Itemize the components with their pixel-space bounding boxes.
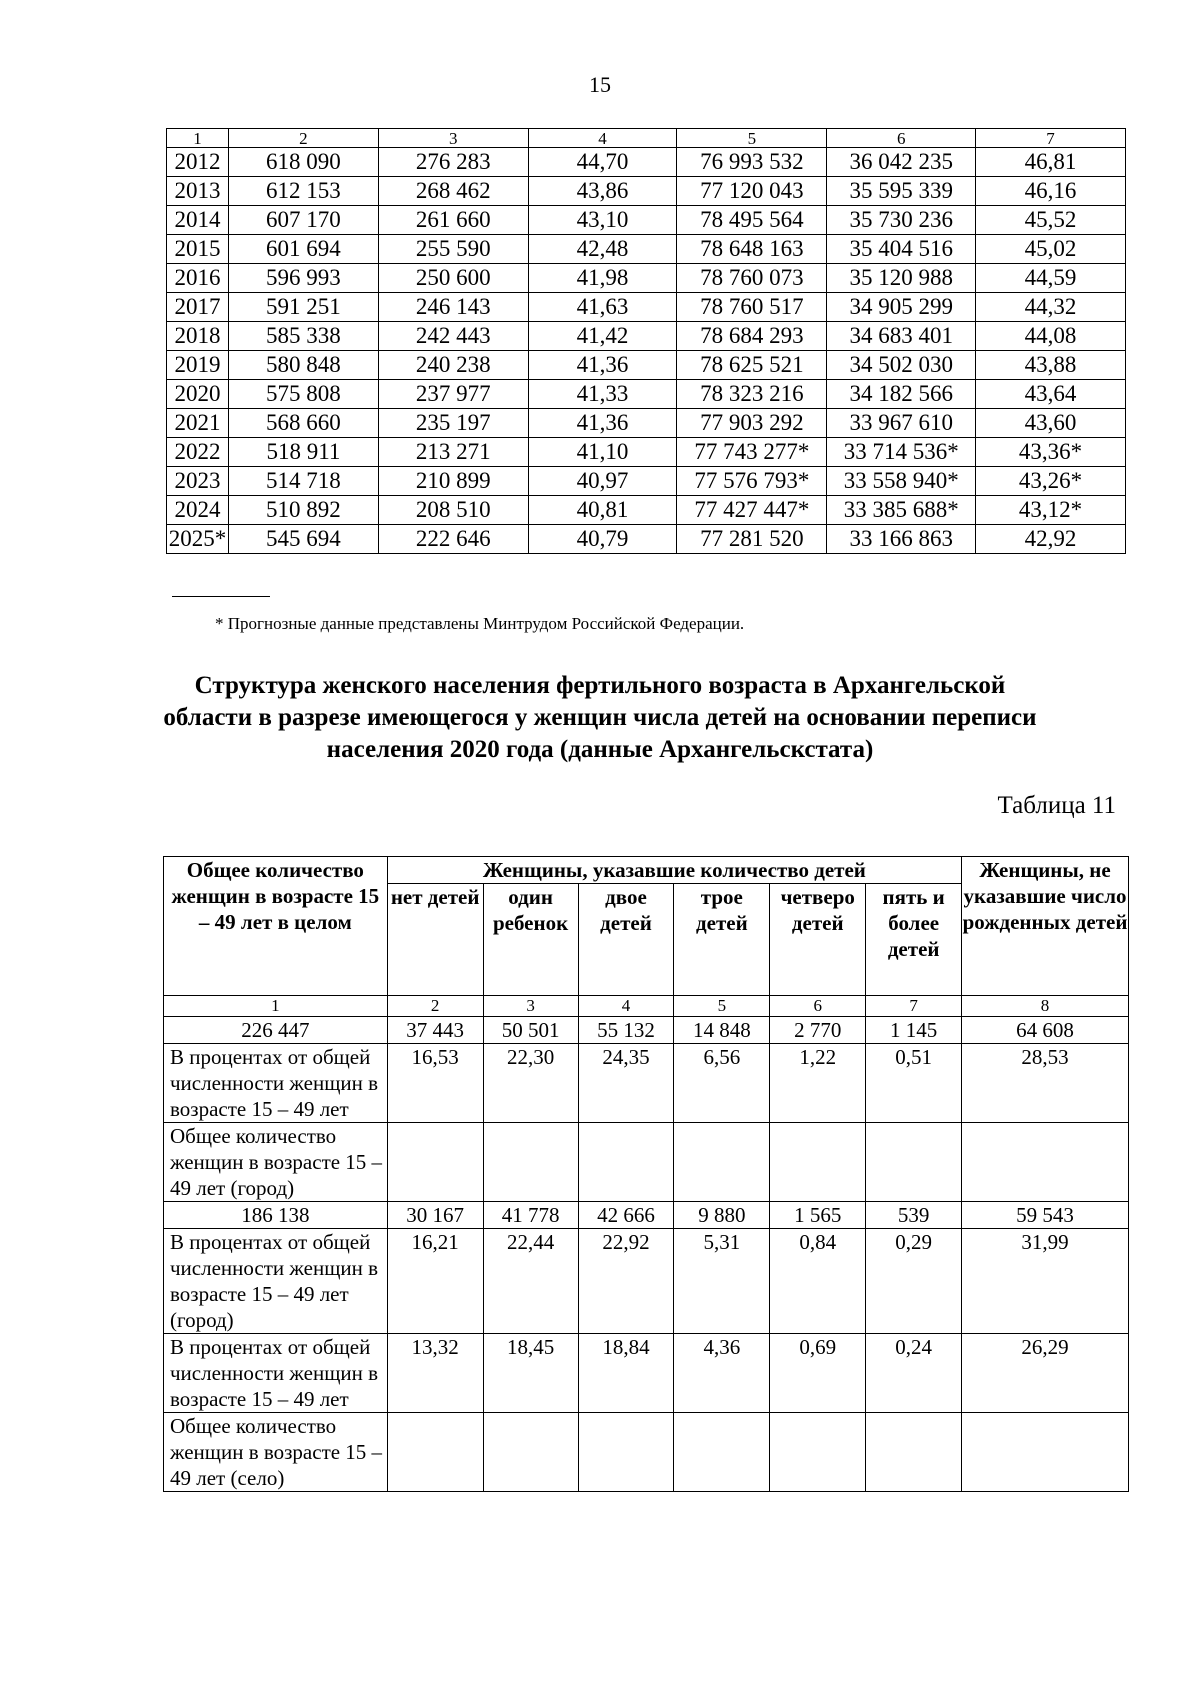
header-two-children: двое детей <box>578 884 674 996</box>
table-cell <box>483 1123 578 1202</box>
table-cell: 28,53 <box>962 1044 1129 1123</box>
table-cell: 40,97 <box>528 467 677 496</box>
table-cell: 580 848 <box>228 351 378 380</box>
table-cell: 43,36* <box>976 438 1126 467</box>
table-cell: 35 404 516 <box>827 235 976 264</box>
table-cell: 246 143 <box>378 293 528 322</box>
table-cell: 78 323 216 <box>677 380 827 409</box>
header-one-child: один ребенок <box>483 884 578 996</box>
table-cell: 208 510 <box>378 496 528 525</box>
column-number: 7 <box>976 129 1126 148</box>
table-cell: 78 648 163 <box>677 235 827 264</box>
table-row <box>167 177 1126 206</box>
section-heading: Структура женского населения фертильного возраста в Архангельской области в разрезе имеющегося у женщин числа детей на основании переписи населения 2020 года (данные Архангельскстата) <box>163 672 1037 763</box>
table-cell: 585 338 <box>228 322 378 351</box>
table-cell: 35 595 339 <box>827 177 976 206</box>
year-cell: 2023 <box>167 467 229 496</box>
header-three-children: трое детей <box>674 884 770 996</box>
table-cell: 41,42 <box>528 322 677 351</box>
table-cell: 601 694 <box>228 235 378 264</box>
table-row <box>167 206 1126 235</box>
table-cell: 77 903 292 <box>677 409 827 438</box>
table-cell: 76 993 532 <box>677 148 827 177</box>
table-cell: 41,63 <box>528 293 677 322</box>
year-cell: 2020 <box>167 380 229 409</box>
table-cell: 612 153 <box>228 177 378 206</box>
table-cell: 18,84 <box>578 1334 674 1413</box>
table-cell <box>962 1413 1129 1492</box>
table-cell: 34 182 566 <box>827 380 976 409</box>
header-not-specified: Женщины, не указавшие число рожденных детей <box>962 857 1129 996</box>
table-cell: 222 646 <box>378 525 528 554</box>
table-cell: 568 660 <box>228 409 378 438</box>
header-group: Женщины, указавшие количество детей <box>387 857 961 884</box>
row-label: Общее количество женщин в возрасте 15 – 49 лет (город) <box>164 1123 388 1202</box>
column-number: 1 <box>167 129 229 148</box>
table-cell <box>866 1413 962 1492</box>
table-row <box>167 293 1126 322</box>
table-cell: 43,64 <box>976 380 1126 409</box>
year-cell: 2014 <box>167 206 229 235</box>
table-cell: 1,22 <box>770 1044 866 1123</box>
table-cell: 0,24 <box>866 1334 962 1413</box>
table-cell: 16,53 <box>387 1044 483 1123</box>
table-cell: 0,51 <box>866 1044 962 1123</box>
table-cell: 596 993 <box>228 264 378 293</box>
table-cell: 44,59 <box>976 264 1126 293</box>
table-cell: 55 132 <box>578 1017 674 1044</box>
table-cell: 44,70 <box>528 148 677 177</box>
table-cell: 77 427 447* <box>677 496 827 525</box>
table-cell: 22,92 <box>578 1229 674 1334</box>
table-row <box>167 351 1126 380</box>
table-cell: 77 576 793* <box>677 467 827 496</box>
table-cell: 42 666 <box>578 1202 674 1229</box>
table-cell <box>962 1123 1129 1202</box>
table-cell: 242 443 <box>378 322 528 351</box>
year-cell: 2019 <box>167 351 229 380</box>
table-cell: 45,52 <box>976 206 1126 235</box>
table-cell: 235 197 <box>378 409 528 438</box>
table-cell: 36 042 235 <box>827 148 976 177</box>
table-cell: 41,98 <box>528 264 677 293</box>
row-label: В процентах от общей численности женщин в возрасте 15 – 49 лет (город) <box>164 1229 388 1334</box>
table-cell: 26,29 <box>962 1334 1129 1413</box>
year-cell: 2021 <box>167 409 229 438</box>
table-cell <box>866 1123 962 1202</box>
table-cell: 514 718 <box>228 467 378 496</box>
table-row <box>167 438 1126 467</box>
table-row <box>164 1229 1129 1334</box>
year-cell: 2015 <box>167 235 229 264</box>
table-cell: 77 743 277* <box>677 438 827 467</box>
table-cell: 261 660 <box>378 206 528 235</box>
year-cell: 2025* <box>167 525 229 554</box>
table-row <box>167 235 1126 264</box>
table-cell: 618 090 <box>228 148 378 177</box>
table-cell: 33 558 940* <box>827 467 976 496</box>
table-cell: 268 462 <box>378 177 528 206</box>
column-number: 7 <box>866 996 962 1017</box>
table-cell: 34 905 299 <box>827 293 976 322</box>
table-cell: 250 600 <box>378 264 528 293</box>
table-cell: 510 892 <box>228 496 378 525</box>
table-cell: 78 760 517 <box>677 293 827 322</box>
table-cell: 40,81 <box>528 496 677 525</box>
table-row <box>167 525 1126 554</box>
table-cell: 30 167 <box>387 1202 483 1229</box>
table-row <box>167 467 1126 496</box>
footnote-rule <box>172 596 270 597</box>
table-cell: 539 <box>866 1202 962 1229</box>
table-row <box>164 1017 1129 1044</box>
table-cell: 0,69 <box>770 1334 866 1413</box>
table-cell: 41,36 <box>528 409 677 438</box>
table-row <box>167 322 1126 351</box>
table-cell: 33 385 688* <box>827 496 976 525</box>
population-table <box>166 128 1126 554</box>
table-label: Таблица 11 <box>997 792 1116 819</box>
table-row <box>167 148 1126 177</box>
column-number: 6 <box>770 996 866 1017</box>
table-row <box>167 496 1126 525</box>
table-cell: 41,33 <box>528 380 677 409</box>
header-five-plus-children: пять и более детей <box>866 884 962 996</box>
table-cell: 35 120 988 <box>827 264 976 293</box>
column-number: 5 <box>674 996 770 1017</box>
table-cell: 4,36 <box>674 1334 770 1413</box>
table-cell: 276 283 <box>378 148 528 177</box>
table-row <box>164 1334 1129 1413</box>
table-cell: 41,36 <box>528 351 677 380</box>
table-cell: 22,30 <box>483 1044 578 1123</box>
table-row <box>167 409 1126 438</box>
table-cell: 518 911 <box>228 438 378 467</box>
header-no-children: нет детей <box>387 884 483 996</box>
year-cell: 2012 <box>167 148 229 177</box>
table-row <box>167 380 1126 409</box>
table-cell: 42,92 <box>976 525 1126 554</box>
table-cell: 43,60 <box>976 409 1126 438</box>
column-number-row <box>164 996 1129 1017</box>
table-cell: 78 684 293 <box>677 322 827 351</box>
year-cell: 2018 <box>167 322 229 351</box>
column-number-row <box>167 129 1126 148</box>
year-cell: 2022 <box>167 438 229 467</box>
table-cell: 45,02 <box>976 235 1126 264</box>
column-number: 1 <box>164 996 388 1017</box>
table-cell: 78 495 564 <box>677 206 827 235</box>
table-cell <box>483 1413 578 1492</box>
table-cell: 255 590 <box>378 235 528 264</box>
year-cell: 2016 <box>167 264 229 293</box>
table-cell: 77 120 043 <box>677 177 827 206</box>
table-row <box>164 1123 1129 1202</box>
column-number: 6 <box>827 129 976 148</box>
table-cell: 44,32 <box>976 293 1126 322</box>
row-label: Общее количество женщин в возрасте 15 – 49 лет (село) <box>164 1413 388 1492</box>
table-cell: 545 694 <box>228 525 378 554</box>
column-number: 5 <box>677 129 827 148</box>
table-cell: 13,32 <box>387 1334 483 1413</box>
table-cell: 46,81 <box>976 148 1126 177</box>
table-cell: 18,45 <box>483 1334 578 1413</box>
table-row <box>164 1413 1129 1492</box>
table-cell: 41 778 <box>483 1202 578 1229</box>
column-number: 3 <box>378 129 528 148</box>
table-cell: 44,08 <box>976 322 1126 351</box>
table-cell: 43,26* <box>976 467 1126 496</box>
table-cell: 0,84 <box>770 1229 866 1334</box>
table-cell: 2 770 <box>770 1017 866 1044</box>
column-number: 4 <box>578 996 674 1017</box>
table-cell: 78 625 521 <box>677 351 827 380</box>
table-cell: 46,16 <box>976 177 1126 206</box>
table-cell: 16,21 <box>387 1229 483 1334</box>
table-cell <box>387 1413 483 1492</box>
table-cell: 33 967 610 <box>827 409 976 438</box>
table-cell: 43,86 <box>528 177 677 206</box>
table-cell <box>674 1123 770 1202</box>
table-cell: 24,35 <box>578 1044 674 1123</box>
table-cell: 6,56 <box>674 1044 770 1123</box>
table-row <box>164 1202 1129 1229</box>
column-number: 4 <box>528 129 677 148</box>
table-cell: 50 501 <box>483 1017 578 1044</box>
fertility-structure-table <box>163 856 1129 1492</box>
table-cell: 210 899 <box>378 467 528 496</box>
page-number: 15 <box>589 72 611 97</box>
table-cell: 77 281 520 <box>677 525 827 554</box>
table-cell: 31,99 <box>962 1229 1129 1334</box>
table-cell: 9 880 <box>674 1202 770 1229</box>
table-cell: 43,10 <box>528 206 677 235</box>
table-cell: 42,48 <box>528 235 677 264</box>
table-cell: 591 251 <box>228 293 378 322</box>
table-cell: 33 714 536* <box>827 438 976 467</box>
year-cell: 2024 <box>167 496 229 525</box>
table-cell: 43,88 <box>976 351 1126 380</box>
table-cell: 5,31 <box>674 1229 770 1334</box>
table-cell: 35 730 236 <box>827 206 976 235</box>
column-number: 8 <box>962 996 1129 1017</box>
column-number: 2 <box>228 129 378 148</box>
table-cell: 0,29 <box>866 1229 962 1334</box>
table-cell: 78 760 073 <box>677 264 827 293</box>
table-cell <box>387 1123 483 1202</box>
table-cell: 37 443 <box>387 1017 483 1044</box>
table-cell <box>578 1123 674 1202</box>
column-number: 2 <box>387 996 483 1017</box>
table-cell: 41,10 <box>528 438 677 467</box>
table-cell: 237 977 <box>378 380 528 409</box>
table-cell: 43,12* <box>976 496 1126 525</box>
total-cell: 226 447 <box>164 1017 388 1044</box>
table-cell: 40,79 <box>528 525 677 554</box>
table-cell: 1 145 <box>866 1017 962 1044</box>
table-cell: 1 565 <box>770 1202 866 1229</box>
row-label: В процентах от общей численности женщин в возрасте 15 – 49 лет <box>164 1044 388 1123</box>
total-cell: 186 138 <box>164 1202 388 1229</box>
table-cell <box>674 1413 770 1492</box>
table-cell: 607 170 <box>228 206 378 235</box>
table-cell: 34 502 030 <box>827 351 976 380</box>
column-number: 3 <box>483 996 578 1017</box>
table-row <box>164 1044 1129 1123</box>
year-cell: 2017 <box>167 293 229 322</box>
table-cell: 34 683 401 <box>827 322 976 351</box>
table-cell: 64 608 <box>962 1017 1129 1044</box>
footnote: * Прогнозные данные представлены Минтрудом Российской Федерации. <box>215 614 745 633</box>
table-cell: 240 238 <box>378 351 528 380</box>
table-cell: 59 543 <box>962 1202 1129 1229</box>
table-cell: 213 271 <box>378 438 528 467</box>
row-label: В процентах от общей численности женщин в возрасте 15 – 49 лет <box>164 1334 388 1413</box>
table-cell <box>578 1413 674 1492</box>
table-cell: 33 166 863 <box>827 525 976 554</box>
table-cell <box>770 1123 866 1202</box>
table-cell: 575 808 <box>228 380 378 409</box>
table-row <box>167 264 1126 293</box>
header-total: Общее количество женщин в возрасте 15 – 49 лет в целом <box>164 857 388 996</box>
year-cell: 2013 <box>167 177 229 206</box>
table-cell: 14 848 <box>674 1017 770 1044</box>
table-cell <box>770 1413 866 1492</box>
header-four-children: четверо детей <box>770 884 866 996</box>
table-cell: 22,44 <box>483 1229 578 1334</box>
